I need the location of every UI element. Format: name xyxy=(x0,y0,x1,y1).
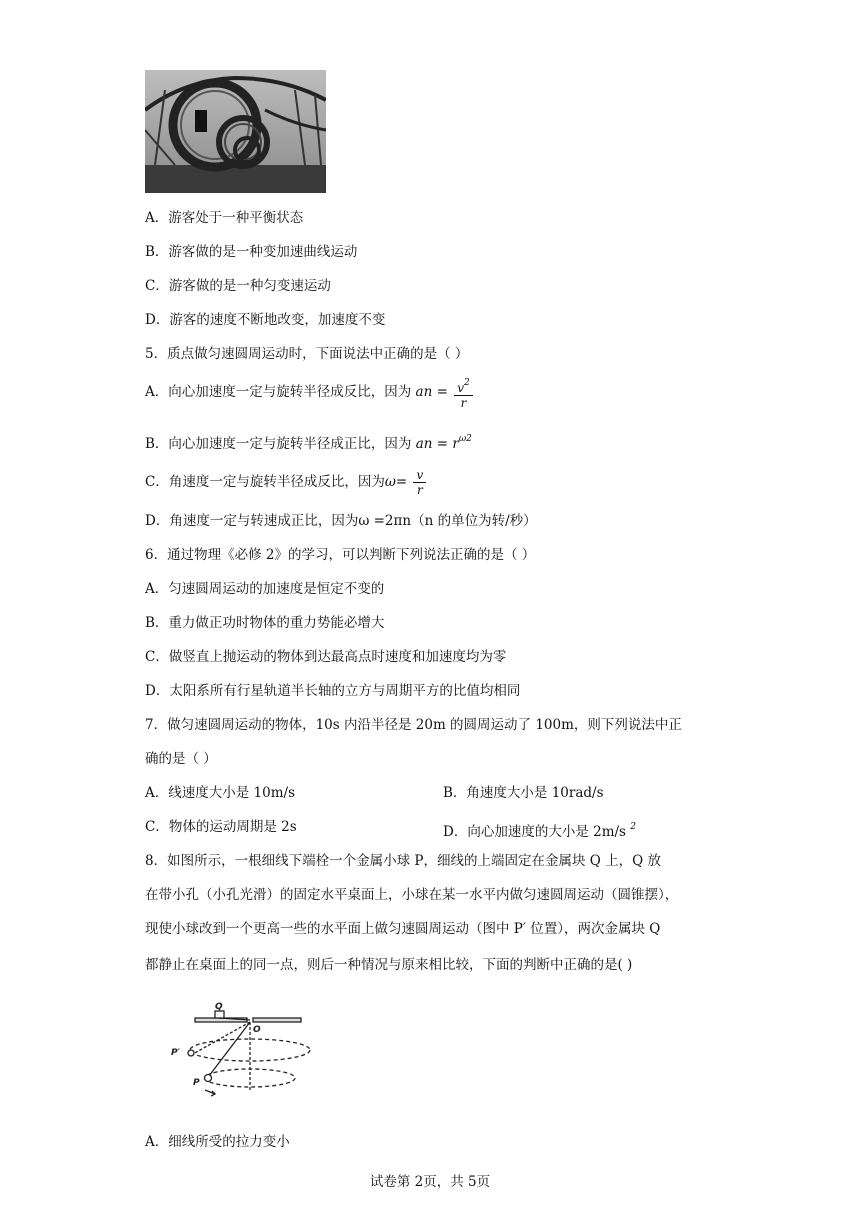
q6-option-a: A．匀速圆周运动的加速度是恒定不变的 xyxy=(145,581,385,597)
q5-c-denominator: r xyxy=(416,483,423,497)
q4-option-a: A．游客处于一种平衡状态 xyxy=(145,210,304,226)
q5-option-b-text: B．向心加速度一定与旋转半径成正比，因为 xyxy=(145,436,412,452)
q6-option-b: B．重力做正功时物体的重力势能必增大 xyxy=(145,615,385,631)
q7-stem-line2: 确的是（ ） xyxy=(145,751,217,767)
q4-option-b: B．游客做的是一种变加速曲线运动 xyxy=(145,244,358,260)
q7-option-a: A．线速度大小是 10m/s xyxy=(145,785,295,801)
q5-option-c-fraction xyxy=(413,468,426,497)
q7-option-d-exponent: 2 xyxy=(630,822,637,832)
q4-option-c: C．游客做的是一种匀变速运动 xyxy=(145,278,331,294)
q8-line4: 都静止在桌面上的同一点，则后一种情况与原来相比较，下面的判断中正确的是( ) xyxy=(145,957,633,973)
diagram-label-p: P xyxy=(193,1078,200,1088)
q5-option-c xyxy=(145,463,428,501)
q7-stem-line1: 7．做匀速圆周运动的物体，10s 内沿半径是 20m 的圆周运动了 100m，则下列说法中正 xyxy=(145,717,682,733)
q5-stem: 5．质点做匀速圆周运动时，下面说法中正确的是（ ） xyxy=(145,346,469,362)
q7-option-d-text: D．向心加速度的大小是 2m/s xyxy=(443,824,626,840)
q8-line3: 现使小球改到一个更高一些的水平面上做匀速圆周运动（图中 P′ 位置），两次金属块 Q xyxy=(145,921,661,937)
diagram-label-o: O xyxy=(253,1025,261,1035)
diagram-label-p-prime: P′ xyxy=(171,1048,180,1058)
q5-option-b xyxy=(145,430,472,453)
q5-a-denominator: r xyxy=(460,395,467,410)
q6-option-d: D．太阳系所有行星轨道半长轴的立方与周期平方的比值均相同 xyxy=(145,683,521,699)
q8-line1: 8．如图所示，一根细线下端栓一个金属小球 P，细线的上端固定在金属块 Q 上，Q 放 xyxy=(145,853,661,869)
q7-option-c: C．物体的运动周期是 2s xyxy=(145,819,297,835)
q5-option-c-formula-lhs: ω= xyxy=(384,474,408,490)
q5-a-numerator: v xyxy=(457,380,464,395)
q8-option-a: A．细线所受的拉力变小 xyxy=(145,1134,290,1150)
q5-c-numerator: v xyxy=(413,468,426,483)
q5-option-b-exponent: ω2 xyxy=(458,434,472,444)
q4-option-d: D．游客的速度不断地改变，加速度不变 xyxy=(145,312,386,328)
q5-option-c-text: C．角速度一定与旋转半径成反比，因为 xyxy=(145,474,385,490)
q8-line2: 在带小孔（小孔光滑）的固定水平桌面上，小球在某一水平内做匀速圆周运动（圆锥摆）， xyxy=(145,887,679,903)
q7-option-b: B．角速度大小是 10rad/s xyxy=(443,785,604,801)
q5-a-numerator-exponent: 2 xyxy=(463,377,470,388)
q7-option-d xyxy=(443,818,636,841)
q5-option-a-fraction xyxy=(454,376,473,410)
q5-option-d: D．角速度一定与转速成正比，因为ω =2πn（n 的单位为转/秒） xyxy=(145,513,537,529)
q6-option-c: C．做竖直上抛运动的物体到达最高点时速度和加速度均为零 xyxy=(145,649,507,665)
q5-option-a xyxy=(145,373,475,411)
q5-option-a-formula-lhs: an = xyxy=(415,384,448,400)
page-footer: 试卷第 2页，共 5页 xyxy=(369,1174,491,1190)
diagram-label-q: Q xyxy=(215,1002,223,1012)
q6-stem: 6．通过物理《必修 2》的学习，可以判断下列说法正确的是（ ） xyxy=(145,547,536,563)
roller-coaster-photo xyxy=(145,70,326,193)
q5-option-a-text: A．向心加速度一定与旋转半径成反比，因为 xyxy=(145,384,412,400)
conical-pendulum-diagram xyxy=(165,998,315,1098)
q5-option-b-formula: an = r xyxy=(415,436,459,452)
